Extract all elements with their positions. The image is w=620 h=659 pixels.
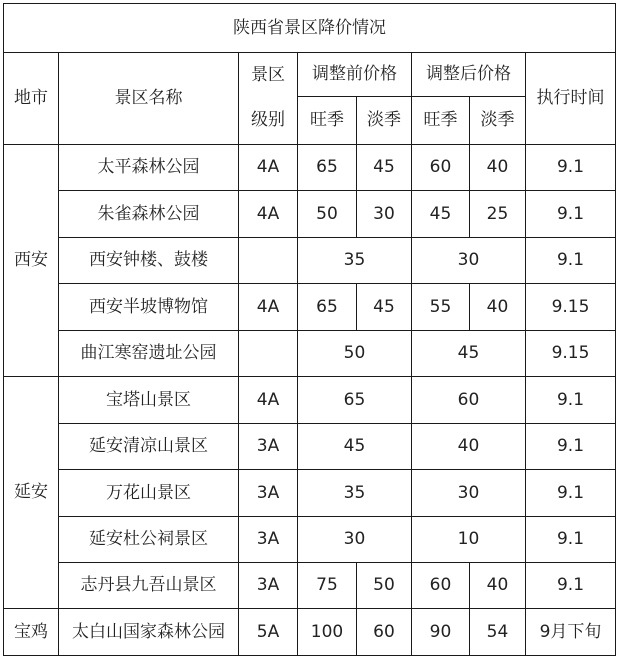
scenic-name-cell: 曲江寒窑遗址公园 xyxy=(80,343,217,363)
price-after-off-cell: 40 xyxy=(486,157,509,177)
date-cell: 9.1 xyxy=(556,529,585,549)
price-before-off-cell: 45 xyxy=(373,157,395,177)
header-city: 地市 xyxy=(14,88,48,108)
price-after-cell: 30 xyxy=(457,482,480,503)
header-after-peak: 旺季 xyxy=(423,110,458,130)
date-cell: 9月下旬 xyxy=(539,621,602,642)
price-before-peak-cell: 50 xyxy=(316,203,338,224)
header-effective-date: 执行时间 xyxy=(536,88,605,108)
price-after-peak-cell: 55 xyxy=(429,296,452,317)
price-before-cell: 35 xyxy=(343,250,366,270)
price-after-cell: 30 xyxy=(457,250,480,270)
header-after-off: 淡季 xyxy=(480,110,515,130)
scenic-name-cell: 延安杜公祠景区 xyxy=(89,529,208,549)
date-cell: 9.1 xyxy=(556,389,585,410)
date-cell: 9.1 xyxy=(556,203,585,224)
table-title: 陕西省景区降价情况 xyxy=(233,17,386,38)
price-before-peak-cell: 75 xyxy=(316,575,338,595)
scenic-name-cell: 宝塔山景区 xyxy=(106,389,191,410)
scenic-name-cell: 西安半坡博物馆 xyxy=(89,296,208,317)
header-scenic-name: 景区名称 xyxy=(114,88,183,108)
level-cell: 5A xyxy=(256,621,280,642)
price-before-off-cell: 50 xyxy=(373,575,395,595)
price-after-cell: 40 xyxy=(457,436,480,456)
level-cell xyxy=(239,331,297,376)
price-after-cell: 10 xyxy=(457,529,480,549)
price-before-off-cell: 45 xyxy=(373,296,395,317)
header-level-line2: 级别 xyxy=(251,110,285,130)
level-cell: 4A xyxy=(256,389,280,410)
date-cell: 9.15 xyxy=(551,296,590,317)
scenic-name-cell: 西安钟楼、鼓楼 xyxy=(89,250,208,270)
price-before-cell: 30 xyxy=(343,529,366,549)
price-before-cell: 50 xyxy=(343,343,366,363)
level-cell xyxy=(239,238,297,283)
header-price-after: 调整后价格 xyxy=(426,64,511,84)
price-after-peak-cell: 45 xyxy=(429,203,452,224)
scenic-name-cell: 太白山国家森林公园 xyxy=(72,621,225,642)
header-before-peak: 旺季 xyxy=(310,110,344,130)
level-cell: 3A xyxy=(256,529,280,549)
header-level-line1: 景区 xyxy=(251,64,285,85)
level-cell: 4A xyxy=(256,296,280,317)
scenic-name-cell: 延安清凉山景区 xyxy=(89,436,208,456)
price-after-off-cell: 54 xyxy=(486,621,509,642)
price-after-cell: 60 xyxy=(457,389,480,410)
price-after-peak-cell: 60 xyxy=(429,575,452,595)
price-before-peak-cell: 65 xyxy=(316,296,338,317)
price-after-off-cell: 25 xyxy=(486,203,509,224)
date-cell: 9.1 xyxy=(556,575,585,595)
date-cell: 9.1 xyxy=(556,436,585,456)
level-cell: 3A xyxy=(256,436,280,456)
price-before-off-cell: 60 xyxy=(373,621,395,642)
level-cell: 4A xyxy=(256,157,280,177)
city-cell: 宝鸡 xyxy=(14,621,48,642)
date-cell: 9.1 xyxy=(556,250,585,270)
header-price-before: 调整前价格 xyxy=(312,64,397,84)
price-after-off-cell: 40 xyxy=(486,575,509,595)
price-after-off-cell: 40 xyxy=(486,296,509,317)
level-cell: 4A xyxy=(256,203,280,224)
date-cell: 9.1 xyxy=(556,482,585,503)
price-before-cell: 35 xyxy=(343,482,366,503)
price-before-peak-cell: 100 xyxy=(310,621,344,642)
scenic-name-cell: 志丹县九吾山景区 xyxy=(80,575,217,595)
level-cell: 3A xyxy=(256,575,280,595)
scenic-name-cell: 万花山景区 xyxy=(106,482,191,503)
city-cell: 延安 xyxy=(14,482,48,502)
price-before-peak-cell: 65 xyxy=(316,157,338,177)
price-after-cell: 45 xyxy=(457,343,480,363)
price-after-peak-cell: 60 xyxy=(429,157,452,177)
city-cell: 西安 xyxy=(14,250,48,270)
price-before-cell: 65 xyxy=(343,389,366,410)
price-before-off-cell: 30 xyxy=(373,203,395,224)
header-before-off: 淡季 xyxy=(367,110,401,130)
scenic-name-cell: 朱雀森林公园 xyxy=(97,203,200,224)
date-cell: 9.15 xyxy=(551,343,590,363)
level-cell: 3A xyxy=(256,482,280,503)
price-before-cell: 45 xyxy=(343,436,366,456)
price-after-peak-cell: 90 xyxy=(429,621,452,642)
scenic-name-cell: 太平森林公园 xyxy=(97,157,200,177)
date-cell: 9.1 xyxy=(556,157,585,177)
